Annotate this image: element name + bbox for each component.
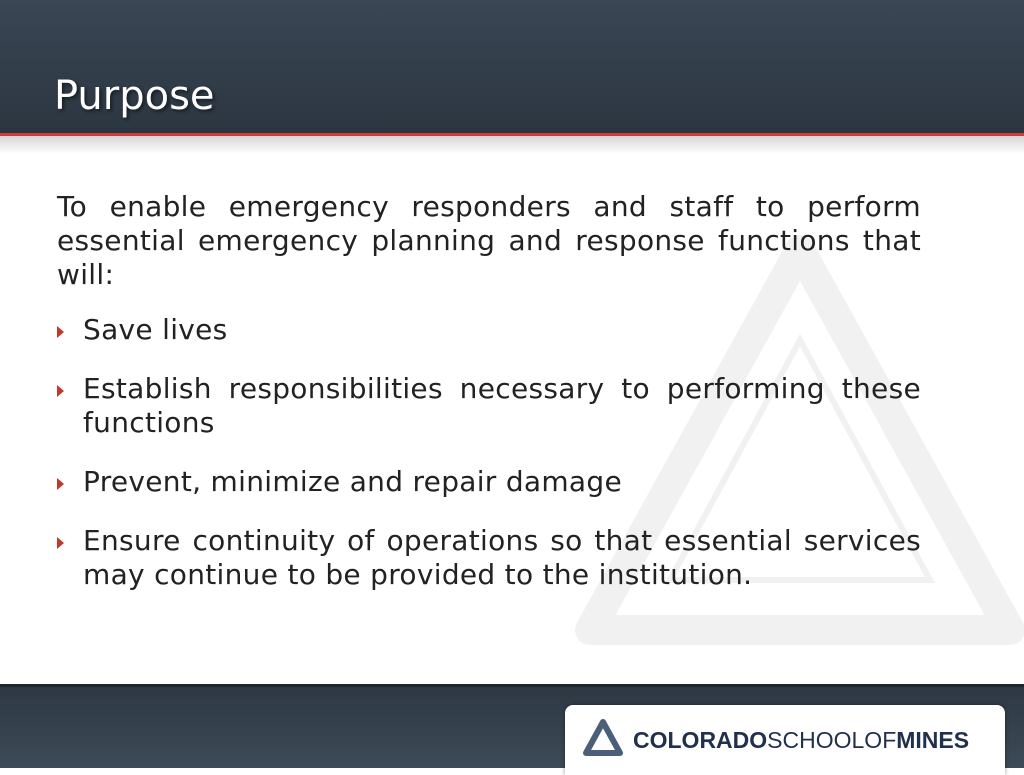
- footer-divider: [0, 684, 1024, 687]
- intro-paragraph: To enable emergency responders and staff to perform essential emergency planning and response functions that will:: [57, 190, 921, 291]
- slide-body: [57, 190, 921, 617]
- triangle-bullet-icon: [57, 478, 64, 490]
- bullet-text: Prevent, minimize and repair damage: [83, 465, 622, 498]
- triangle-bullet-icon: [57, 385, 64, 397]
- bullet-item: [57, 465, 921, 499]
- mines-triangle-logo-icon: [583, 719, 623, 759]
- slide-title: Purpose: [54, 73, 215, 119]
- bullet-text: Ensure continuity of operations so that essential services may continue to be provided to the institution.: [83, 524, 921, 591]
- slide-header: [0, 0, 1024, 133]
- header-shadow: [0, 136, 1024, 154]
- bullet-item: [57, 313, 921, 347]
- logo-word-mines: MINES: [896, 727, 970, 753]
- logo-wordmark: [633, 725, 969, 755]
- logo-word-schoolof: SCHOOLOF: [767, 727, 897, 753]
- bullet-item: [57, 524, 921, 592]
- triangle-bullet-icon: [57, 537, 64, 549]
- bullet-item: [57, 372, 921, 440]
- bullet-text: Save lives: [83, 313, 228, 346]
- bullet-text: Establish responsibilities necessary to performing these functions: [83, 372, 921, 439]
- bullet-list: [57, 313, 921, 592]
- triangle-bullet-icon: [57, 326, 64, 338]
- logo-word-colorado: COLORADO: [633, 727, 768, 753]
- school-logo: [565, 705, 1005, 775]
